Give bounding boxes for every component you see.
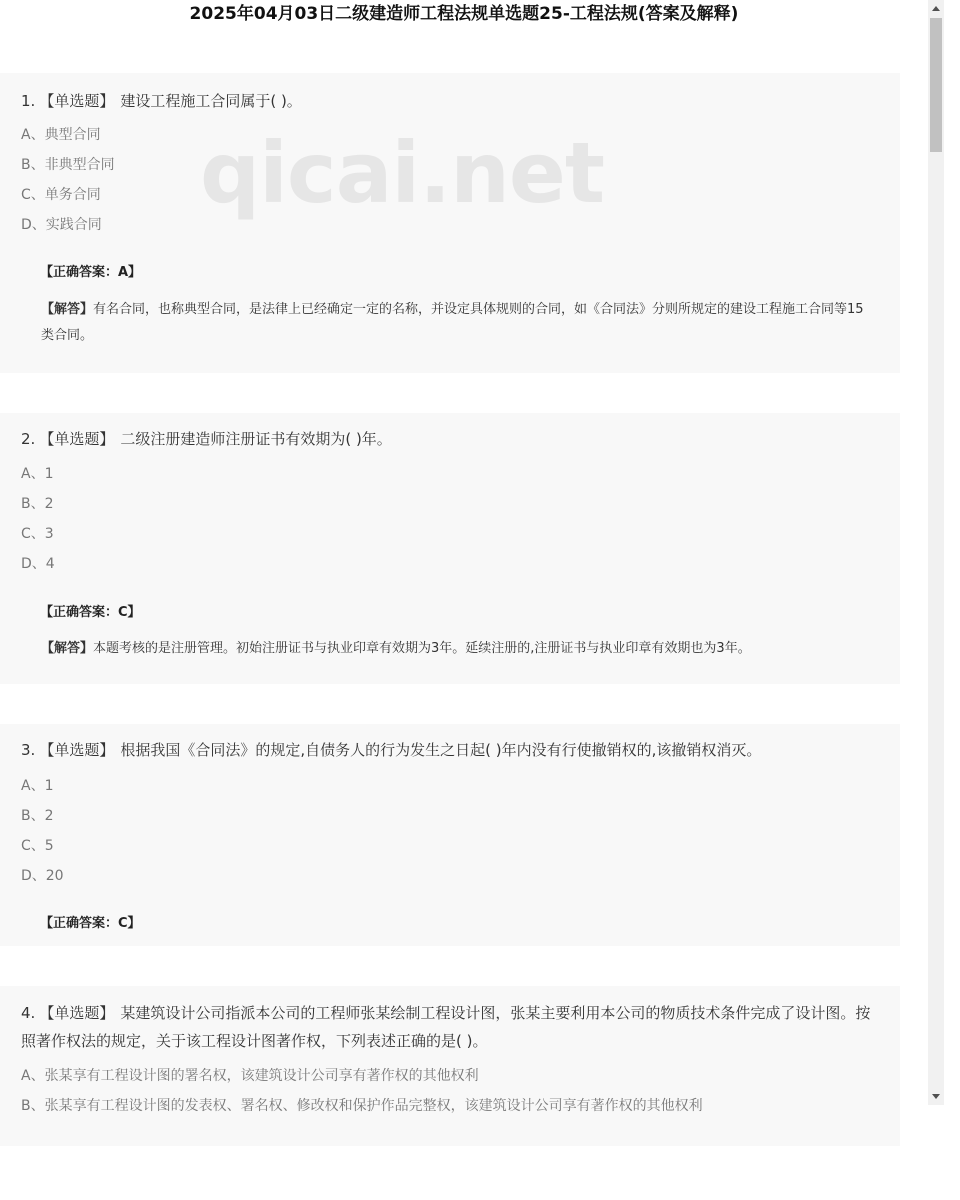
question-card-4: [0, 986, 900, 1146]
option-c[interactable]: C、5: [21, 838, 54, 854]
explanation-text: 本题考核的是注册管理。初始注册证书与执业印章有效期为3年。延续注册的,注册证书与执业印章有效期也为3年。: [93, 641, 751, 656]
question-text: 某建筑设计公司指派本公司的工程师张某绘制工程设计图，张某主要利用本公司的物质技术条件完成了设计图。按照著作权法的规定，关于该工程设计图著作权，下列表述正确的是( )。: [21, 1004, 871, 1050]
option-b[interactable]: B、非典型合同: [21, 157, 115, 173]
question-number: 2.: [21, 430, 36, 448]
option-a[interactable]: A、1: [21, 778, 54, 794]
scroll-up-arrow-icon[interactable]: [928, 0, 944, 18]
option-a[interactable]: A、典型合同: [21, 127, 101, 143]
option-b[interactable]: B、2: [21, 496, 54, 512]
page-title: 2025年04月03日二级建造师工程法规单选题25-工程法规(答案及解释): [189, 4, 739, 24]
question-stem: [21, 736, 880, 764]
question-number: 4.: [21, 1004, 36, 1022]
explanation-text: 有名合同，也称典型合同，是法律上已经确定一定的名称，并设定具体规则的合同，如《合同法》分则所规定的建设工程施工合同等15类合同。: [41, 302, 864, 343]
question-card-1: [0, 73, 900, 373]
option-d[interactable]: D、4: [21, 556, 55, 572]
scrollbar-thumb[interactable]: [930, 18, 942, 152]
question-type: 【单选题】: [39, 92, 115, 110]
question-type: 【单选题】: [39, 430, 115, 448]
question-stem: [21, 999, 880, 1055]
watermark: qicai.net: [200, 124, 605, 222]
question-number: 1.: [21, 92, 36, 110]
option-b[interactable]: B、2: [21, 808, 54, 824]
explanation: [41, 297, 871, 349]
question-text: 根据我国《合同法》的规定,自债务人的行为发生之日起( )年内没有行使撤销权的,该撤销权消灭。: [120, 741, 762, 759]
option-a[interactable]: A、1: [21, 466, 54, 482]
scroll-down-arrow-icon[interactable]: [928, 1087, 944, 1105]
question-stem: [21, 87, 880, 115]
correct-answer: 【正确答案：C】: [40, 916, 141, 931]
option-d[interactable]: D、实践合同: [21, 217, 102, 233]
vertical-scrollbar[interactable]: [928, 0, 944, 1105]
option-c[interactable]: C、单务合同: [21, 187, 101, 203]
explanation-tag: 【解答】: [41, 302, 94, 317]
question-type: 【单选题】: [39, 741, 115, 759]
question-text: 二级注册建造师注册证书有效期为( )年。: [120, 430, 392, 448]
question-text: 建设工程施工合同属于( )。: [120, 92, 302, 110]
correct-answer: 【正确答案：C】: [40, 605, 141, 620]
correct-answer: 【正确答案：A】: [40, 265, 142, 280]
option-d[interactable]: D、20: [21, 868, 64, 884]
option-c[interactable]: C、3: [21, 526, 54, 542]
question-stem: [21, 425, 880, 453]
option-a[interactable]: A、张某享有工程设计图的署名权，该建筑设计公司享有著作权的其他权利: [21, 1068, 479, 1084]
explanation: [41, 636, 871, 662]
explanation-tag: 【解答】: [41, 641, 94, 656]
question-type: 【单选题】: [39, 1004, 115, 1022]
question-card-3: [0, 724, 900, 946]
option-b[interactable]: B、张某享有工程设计图的发表权、署名权、修改权和保护作品完整权，该建筑设计公司享有著作权的其他权利: [21, 1098, 703, 1114]
question-card-2: [0, 413, 900, 684]
question-number: 3.: [21, 741, 36, 759]
